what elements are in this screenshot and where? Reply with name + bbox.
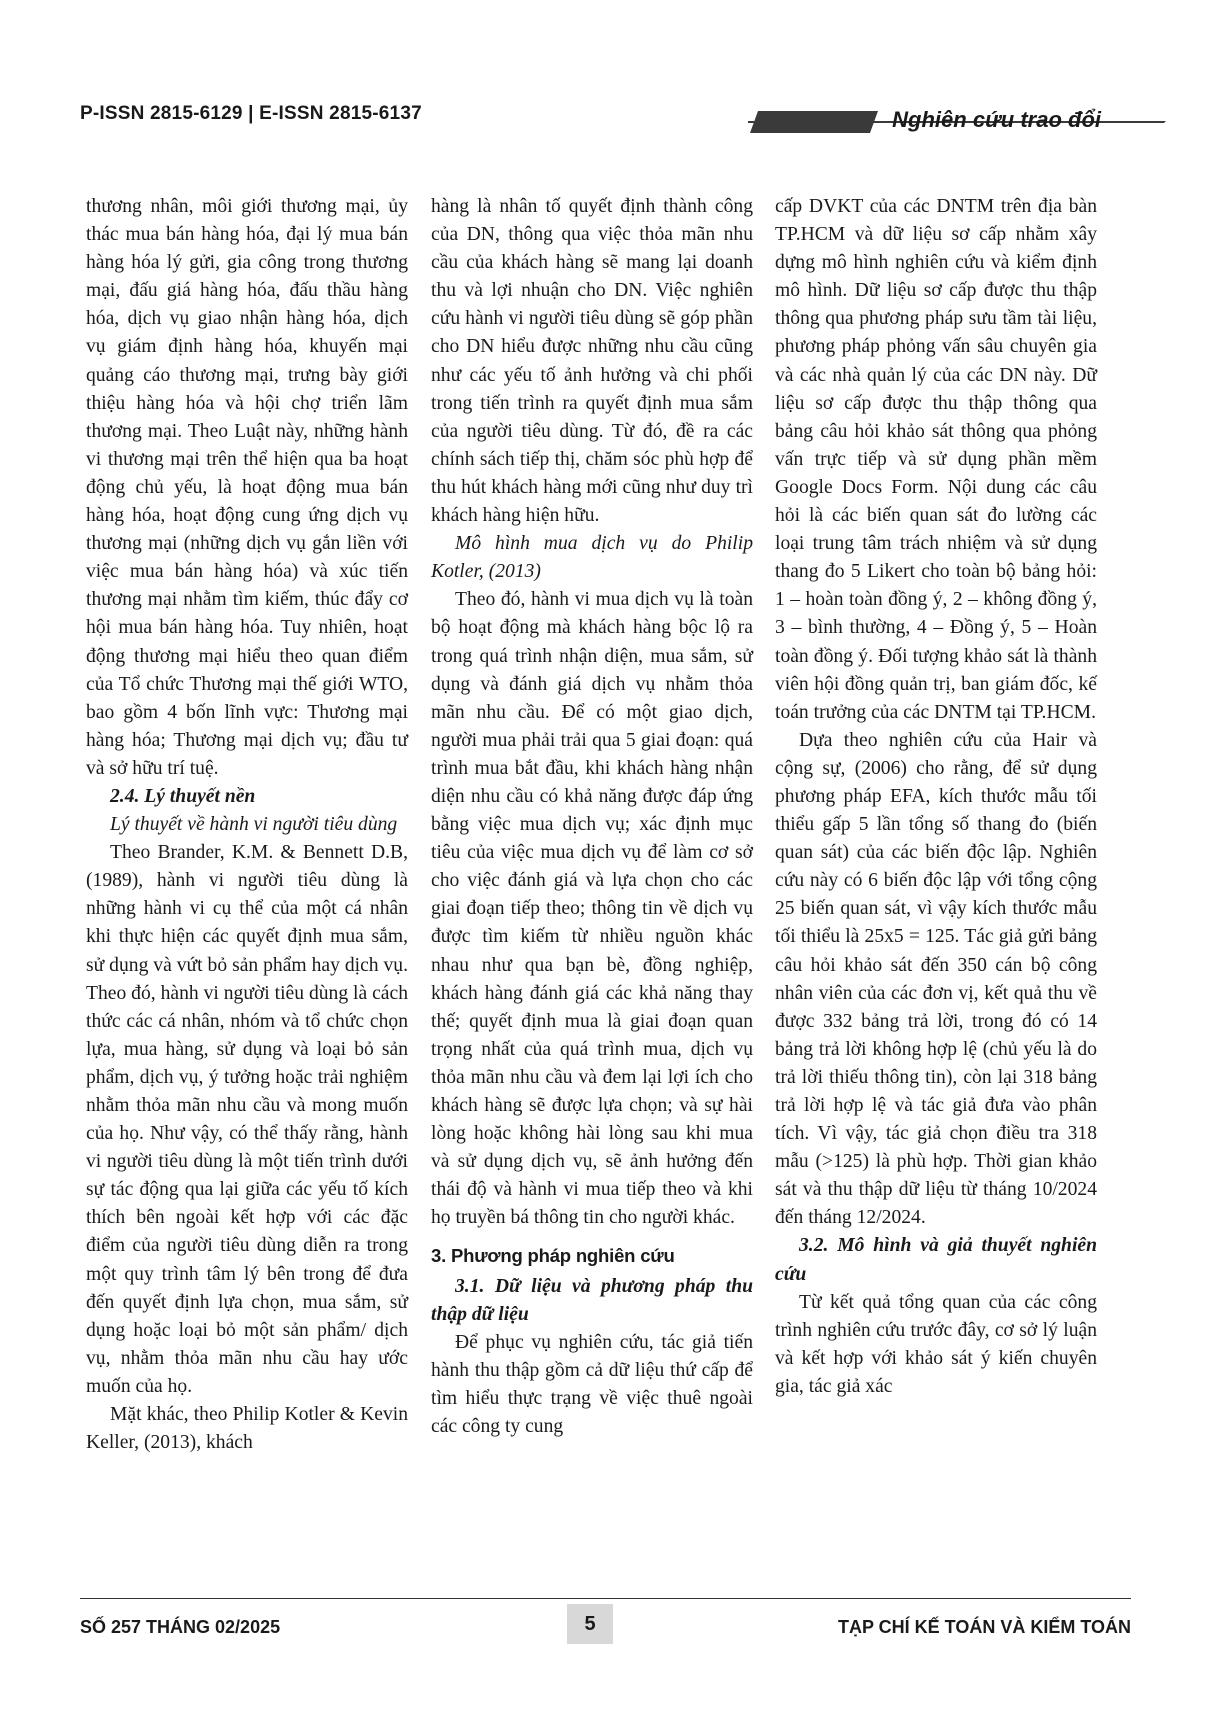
paragraph: cấp DVKT của các DNTM trên địa bàn TP.HCM và dữ liệu sơ cấp nhằm xây dựng mô hình nghiên cứu và kiểm định mô hình. Dữ liệu sơ cấp được thu thập thông qua phương pháp sưu tầm tài liệu, phương pháp phỏng vấn sâu chuyên gia và các nhà quản lý của các DN này. Dữ liệu sơ cấp được thu thập thông qua bảng câu hỏi khảo sát thông qua phỏng vấn trực tiếp và sử dụng phần mềm Google Docs Form. Nội dung các câu hỏi là các biến quan sát đo lường các loại trung tâm trách nhiệm và sử dụng thang đo 5 Likert cho toàn bộ bảng hỏi: 1 – hoàn toàn đồng ý, 2 – không đồng ý, 3 – bình thường, 4 – Đồng ý, 5 – Hoàn toàn đồng ý. Đối tượng khảo sát là thành viên hội đồng quản trị, ban giám đốc, kế toán trưởng của các DNTM tại TP.HCM. xyxy=(775,196,1097,723)
paragraph: Từ kết quả tổng quan của các công trình nghiên cứu trước đây, cơ sở lý luận và kết hợp với khảo sát ý kiến chuyên gia, tác giả xác xyxy=(775,1291,1097,1397)
footer-divider xyxy=(80,1598,1131,1599)
column-1 xyxy=(86,193,408,1457)
paragraph: thương nhân, môi giới thương mại, ủy thác mua bán hàng hóa, đại lý mua bán hàng hóa lý gửi, gia công trong thương mại, đấu giá hàng hóa, đấu thầu hàng hóa, dịch vụ giao nhận hàng hóa, dịch vụ giám định hàng hóa, khuyến mại quảng cáo thương mại, trưng bày giới thiệu hàng hóa và hội chợ triển lãm thương mại. Theo Luật này, những hành vi thương mại trên thể hiện qua ba hoạt động chủ yếu, là hoạt động mua bán hàng hóa, hoạt động cung ứng dịch vụ thương mại (những dịch vụ gắn liền với việc mua bán hàng hóa) và xúc tiến thương mại nhằm tìm kiếm, thúc đẩy cơ hội mua bán hàng hóa. Tuy nhiên, hoạt động thương mại hiểu theo quan điểm của Tổ chức Thương mại thế giới WTO, bao gồm 4 bốn lĩnh vực: Thương mại hàng hóa; Thương mại dịch vụ; đầu tư và sở hữu trí tuệ. xyxy=(86,196,408,779)
paragraph: hàng là nhân tố quyết định thành công của DN, thông qua việc thỏa mãn nhu cầu của khách hàng sẽ mang lại doanh thu và lợi nhuận cho DN. Việc nghiên cứu hành vi người tiêu dùng sẽ góp phần cho DN hiểu được những nhu cầu cũng như các yếu tố ảnh hưởng và chi phối trong tiến trình ra quyết định mua sắm của người tiêu dùng. Từ đó, đề ra các chính sách tiếp thị, chăm sóc phù hợp để thu hút khách hàng mới cũng như duy trì khách hàng hiện hữu. xyxy=(431,196,753,527)
column-3 xyxy=(775,193,1097,1401)
paragraph: Theo Brander, K.M. & Bennett D.B, (1989), hành vi người tiêu dùng là những hành vi cụ thể của một cá nhân khi thực hiện các quyết định mua sắm, sử dụng và vứt bỏ sản phẩm hay dịch vụ. Theo đó, hành vi người tiêu dùng là cách thức các cá nhân, nhóm và tổ chức chọn lựa, mua hàng, sử dụng và loại bỏ sản phẩm, dịch vụ, ý tưởng hoặc trải nghiệm nhằm thỏa mãn nhu cầu và mong muốn của họ. Như vậy, có thể thấy rằng, hành vi người tiêu dùng là một tiến trình dưới sự tác động qua lại giữa các yếu tố kích thích bên ngoài kết hợp với các đặc điểm của người tiêu dùng diễn ra trong một quy trình tâm lý bên trong để đưa đến quyết định lựa chọn, mua sắm, sử dụng hoặc loại bỏ một sản phẩm/ dịch vụ, nhằm thỏa mãn nhu cầu hay ước muốn của họ. xyxy=(86,842,408,1397)
model-title: Mô hình mua dịch vụ do Philip Kotler, (2013) xyxy=(431,533,753,583)
journal-name: TẠP CHÍ KẾ TOÁN VÀ KIỂM TOÁN xyxy=(837,1617,1131,1637)
issue-label: SỐ 257 THÁNG 02/2025 xyxy=(80,1617,281,1637)
heading-3-2: 3.2. Mô hình và giả thuyết nghiên cứu xyxy=(775,1235,1097,1285)
heading-3-methods: 3. Phương pháp nghiên cứu xyxy=(431,1245,675,1267)
paragraph: Mặt khác, theo Philip Kotler & Kevin Keller, (2013), khách xyxy=(86,1404,408,1454)
heading-3-1: 3.1. Dữ liệu và phương pháp thu thập dữ liệu xyxy=(431,1275,753,1325)
heading-2-4: 2.4. Lý thuyết nền xyxy=(110,785,256,807)
issn-header: P-ISSN 2815-6129 | E-ISSN 2815-6137 xyxy=(80,103,422,124)
page-number: 5 xyxy=(567,1604,613,1644)
section-title: Nghiên cứu trao đổi xyxy=(892,107,1101,132)
paragraph: Dựa theo nghiên cứu của Hair và cộng sự, (2006) cho rằng, để sử dụng phương pháp EFA, kích thước mẫu tối thiểu gấp 5 lần tổng số thang đo (biến quan sát) của các biến độc lập. Nghiên cứu này có 6 biến độc lập với tổng cộng 25 biến quan sát, vì vậy kích thước mẫu tối thiểu là 25x5 = 125. Tác giả gửi bảng câu hỏi khảo sát đến 350 cán bộ công nhân viên của các đơn vị, kết quả thu về được 332 bảng trả lời, trong đó có 14 bảng trả lời không hợp lệ (chủ yếu là do trả lời thiếu thông tin), còn lại 318 bảng trả lời hợp lệ và tác giả đưa vào phân tích. Vì vậy, tác giả chọn điều tra 318 mẫu (>125) là phù hợp. Thời gian khảo sát và thu thập dữ liệu từ tháng 10/2024 đến tháng 12/2024. xyxy=(775,729,1097,1229)
paragraph: Theo đó, hành vi mua dịch vụ là toàn bộ hoạt động mà khách hàng bộc lộ ra trong quá trình nhận diện, mua sắm, sử dụng và đánh giá dịch vụ nhằm thỏa mãn nhu cầu. Để có một giao dịch, người mua phải trải qua 5 giai đoạn: quá trình mua bắt đầu, khi khách hàng nhận diện nhu cầu có khả năng được đáp ứng bằng việc mua dịch vụ; xác định mục tiêu của việc mua dịch vụ để làm cơ sở cho việc đánh giá và lựa chọn cho các giai đoạn tiếp theo; thông tin về dịch vụ được tìm kiếm từ nhiều nguồn khác nhau như qua bạn bè, đồng nghiệp, khách hàng đánh giá các khả năng thay thế; quyết định mua là giai đoạn quan trọng nhất của quá trình mua, dịch vụ thỏa mãn nhu cầu và đem lại lợi ích cho khách hàng sẽ được lựa chọn; và sự hài lòng hoặc không hài lòng sau khi mua và sử dụng dịch vụ, sẽ ảnh hưởng đến thái độ và hành vi mua tiếp theo và khi họ truyền bá thông tin cho người khác. xyxy=(431,589,753,1229)
paragraph: Để phục vụ nghiên cứu, tác giả tiến hành thu thập gồm cả dữ liệu thứ cấp để tìm hiểu thực trạng về việc thuê ngoài các công ty cung xyxy=(431,1331,753,1438)
subheading-consumer-behavior: Lý thuyết về hành vi người tiêu dùng xyxy=(110,814,398,836)
column-2 xyxy=(431,193,753,1441)
